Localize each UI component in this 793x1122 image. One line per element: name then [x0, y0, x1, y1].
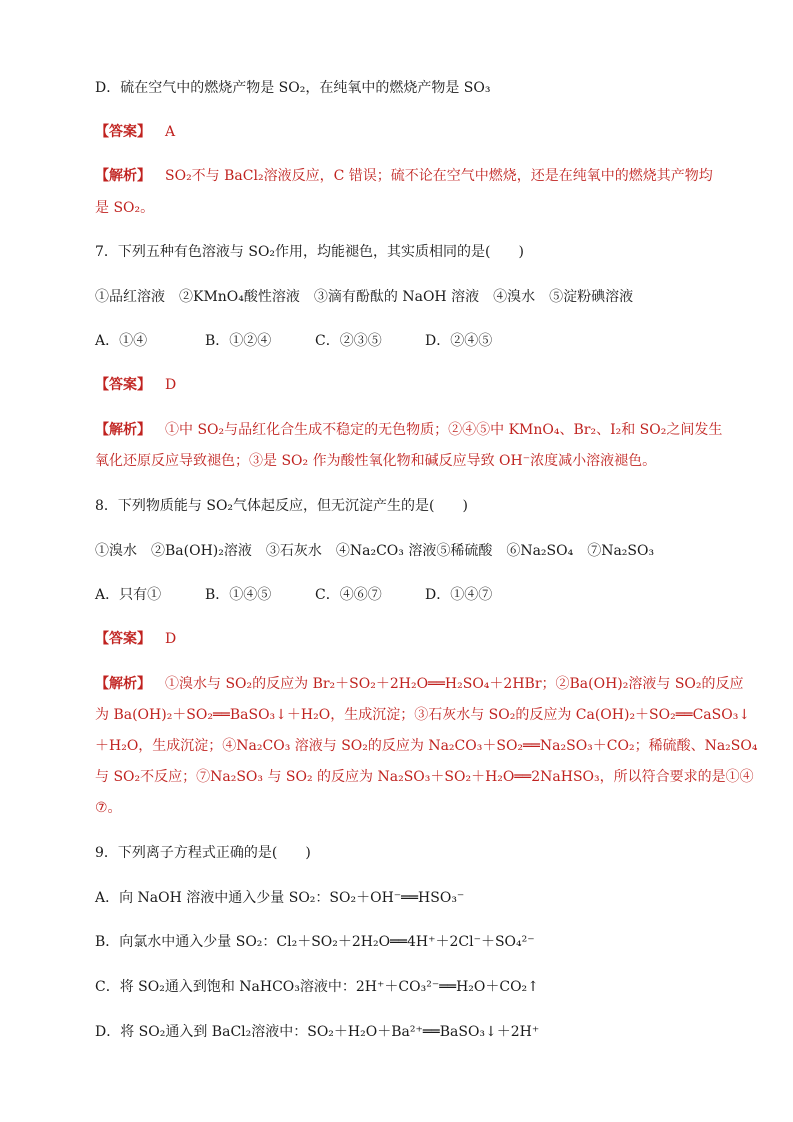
answer-value: A	[165, 124, 176, 140]
analysis-tag: 【解析】	[95, 422, 151, 438]
q9-option-d: D．将 SO₂通入到 BaCl₂溶液中：SO₂＋H₂O＋Ba²⁺══BaSO₃↓＋2H⁺	[95, 1024, 540, 1040]
q7-stem: 7．下列五种有色溶液与 SO₂作用，均能褪色，其实质相同的是( )	[95, 244, 524, 260]
q9-option-a: A．向 NaOH 溶液中通入少量 SO₂：SO₂＋OH⁻══HSO₃⁻	[95, 890, 465, 906]
analysis-tag: 【解析】	[95, 676, 151, 692]
q7-options	[95, 331, 492, 351]
q6-analysis-line-1	[95, 166, 713, 186]
q7-option-d: D．②④⑤	[425, 333, 493, 349]
q9-option-c: C．将 SO₂通入到饱和 NaHCO₃溶液中：2H⁺＋CO₃²⁻══H₂O＋CO₂↑	[95, 979, 539, 995]
q8-answer-line	[95, 629, 176, 649]
analysis-tag: 【解析】	[95, 168, 151, 184]
answer-value: D	[165, 631, 177, 647]
q8-items: ①溴水 ②Ba(OH)₂溶液 ③石灰水 ④Na₂CO₃ 溶液⑤稀硫酸 ⑥Na₂SO₄ ⑦Na₂SO₃	[95, 543, 655, 559]
q8-analysis-line-3: ＋H₂O，生成沉淀；④Na₂CO₃ 溶液与 SO₂的反应为 Na₂CO₃＋SO₂══Na₂SO₃＋CO₂；稀硫酸、Na₂SO₄	[95, 738, 758, 754]
answer-tag: 【答案】	[95, 124, 151, 140]
q7-option-a: A．①④	[95, 333, 148, 349]
q6-analysis-line-2: 是 SO₂。	[95, 200, 155, 216]
q8-analysis-line-1	[95, 674, 744, 694]
analysis-text: ①溴水与 SO₂的反应为 Br₂＋SO₂＋2H₂O══H₂SO₄＋2HBr；②Ba(OH)₂溶液与 SO₂的反应	[165, 676, 744, 692]
q8-option-b: B．①④⑤	[205, 587, 272, 603]
q7-answer-line	[95, 375, 176, 395]
q8-option-c: C．④⑥⑦	[315, 587, 382, 603]
q7-option-b: B．①②④	[205, 333, 272, 349]
answer-value: D	[165, 377, 177, 393]
q8-stem: 8．下列物质能与 SO₂气体起反应，但无沉淀产生的是( )	[95, 498, 468, 514]
q8-option-d: D．①④⑦	[425, 587, 493, 603]
answer-tag: 【答案】	[95, 377, 151, 393]
q8-options	[95, 585, 492, 605]
q6-answer-line	[95, 122, 175, 142]
q7-analysis-line-1	[95, 420, 722, 440]
q7-items: ①品红溶液 ②KMnO₄酸性溶液 ③滴有酚酞的 NaOH 溶液 ④溴水 ⑤淀粉碘溶液	[95, 289, 634, 305]
q7-option-c: C．②③⑤	[315, 333, 382, 349]
q9-option-b: B．向氯水中通入少量 SO₂：Cl₂＋SO₂＋2H₂O══4H⁺＋2Cl⁻＋SO₄²⁻	[95, 934, 535, 950]
q8-analysis-line-5: ⑦。	[95, 800, 122, 816]
q8-option-a: A．只有①	[95, 587, 162, 603]
q9-stem: 9．下列离子方程式正确的是( )	[95, 845, 311, 861]
q7-analysis-line-2: 氧化还原反应导致褪色；③是 SO₂ 作为酸性氧化物和碱反应导致 OH⁻浓度减小溶液褪色。	[95, 453, 657, 469]
analysis-text: SO₂不与 BaCl₂溶液反应，C 错误；硫不论在空气中燃烧，还是在纯氧中的燃烧其产物均	[165, 168, 713, 184]
q8-analysis-line-2: 为 Ba(OH)₂＋SO₂══BaSO₃↓＋H₂O，生成沉淀；③石灰水与 SO₂的反应为 Ca(OH)₂＋SO₂══CaSO₃↓	[95, 707, 751, 723]
answer-tag: 【答案】	[95, 631, 151, 647]
q6-option-d: D．硫在空气中的燃烧产物是 SO₂，在纯氧中的燃烧产物是 SO₃	[95, 80, 491, 96]
q8-analysis-line-4: 与 SO₂不反应；⑦Na₂SO₃ 与 SO₂ 的反应为 Na₂SO₃＋SO₂＋H₂O══2NaHSO₃，所以符合要求的是①④	[95, 769, 754, 785]
analysis-text: ①中 SO₂与品红化合生成不稳定的无色物质；②④⑤中 KMnO₄、Br₂、I₂和 SO₂之间发生	[165, 422, 723, 438]
